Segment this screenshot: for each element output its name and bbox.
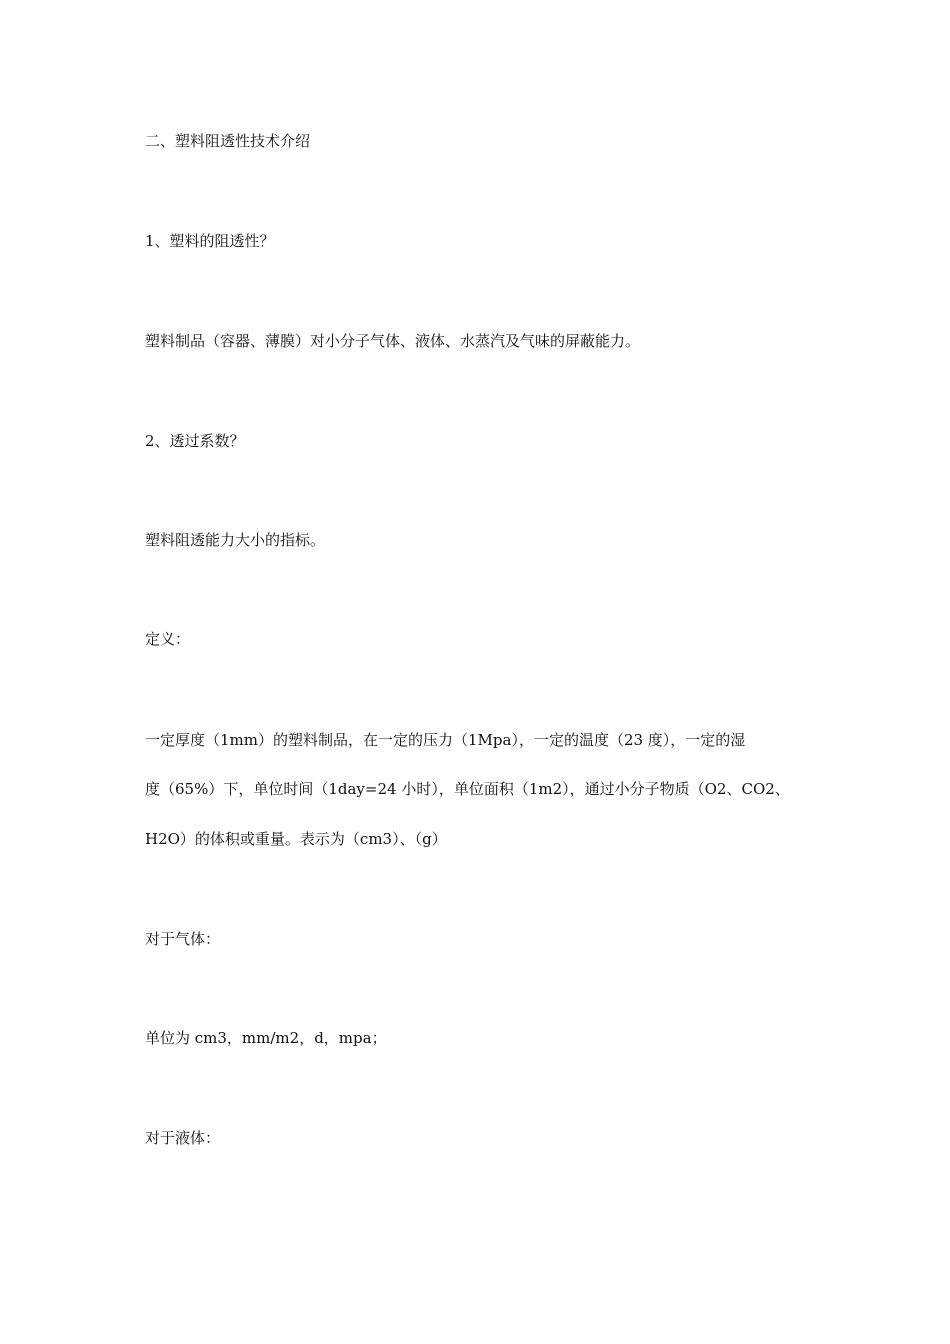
gas-label: 对于气体： bbox=[145, 930, 221, 948]
question-2-answer: 塑料阻透能力大小的指标。 bbox=[145, 531, 326, 549]
question-2-heading: 2、透过系数？ bbox=[145, 432, 245, 450]
definition-label: 定义： bbox=[145, 630, 191, 648]
question-1-answer: 塑料制品（容器、薄膜）对小分子气体、液体、水蒸汽及气味的屏蔽能力。 bbox=[145, 332, 641, 350]
definition-line-3: H2O）的体积或重量。表示为（cm3）、（g） bbox=[145, 830, 447, 848]
gas-unit: 单位为 cm3，mm/m2，d，mpa； bbox=[145, 1029, 387, 1047]
definition-line-2: 度（65%）下，单位时间（1day=24 小时），单位面积（1m2），通过小分子物质（O2、CO2、 bbox=[145, 780, 790, 798]
liquid-label: 对于液体： bbox=[145, 1129, 221, 1147]
section-title: 二、塑料阻透性技术介绍 bbox=[145, 132, 311, 150]
definition-line-1: 一定厚度（1mm）的塑料制品，在一定的压力（1Mpa），一定的温度（23 度），一定的湿 bbox=[145, 731, 746, 749]
question-1-heading: 1、塑料的阻透性？ bbox=[145, 232, 275, 250]
